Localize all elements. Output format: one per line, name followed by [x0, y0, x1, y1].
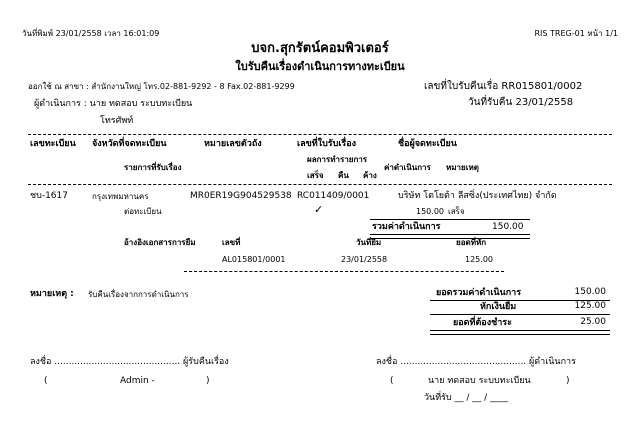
- sig-right-paren-close: ): [566, 376, 570, 386]
- sig-right-name: นาย ทดสอบ ระบบทะเบียน: [428, 376, 531, 386]
- cell-fee: 150.00: [416, 207, 444, 216]
- col-items-header: รายการที่รับเรื่อง: [124, 163, 182, 172]
- col-ref-header: เลขที่ใบรับเรื่อง: [297, 139, 357, 149]
- col-fee-header: ค่าดำเนินการ: [384, 163, 431, 172]
- fee-total-value: 150.00: [492, 222, 524, 232]
- cell-ref-no: RC011409/0001: [297, 191, 370, 201]
- loan-no-header: เลขที่: [222, 238, 241, 247]
- sig-left-paren-close: ): [206, 376, 210, 386]
- divider: [430, 330, 610, 335]
- summary-value: 25.00: [580, 317, 606, 327]
- cell-plate: ชบ-1617: [30, 191, 68, 201]
- divider: [184, 271, 504, 272]
- divider: [430, 314, 610, 315]
- divider: [370, 219, 530, 220]
- fee-total-label: รวมค่าดำเนินการ: [372, 222, 441, 232]
- doc-title: ใบรับคืนเรื่องดำเนินการทางทะเบียน: [235, 60, 405, 73]
- sig-right-paren-open: (: [390, 376, 394, 386]
- sig-left-name: Admin -: [120, 376, 155, 386]
- remark-text: รับคืนเรื่องจากการดำเนินการ: [88, 290, 189, 299]
- col-plate-header: เลขทะเบียน: [30, 139, 76, 149]
- loan-date-header: วันที่ยืม: [356, 238, 382, 247]
- cell-status: เสร็จ: [448, 207, 465, 216]
- cell-chassis: MR0ER19G904529538: [190, 191, 292, 201]
- divider: [28, 134, 612, 135]
- summary-label: หักเงินยืม: [480, 302, 517, 312]
- loan-amount-header: ยอดที่หัก: [456, 238, 487, 247]
- sig-left-line: ลงชื่อ ............................................ ผู้รับคืนเรื่อง: [30, 357, 229, 367]
- return-date: วันที่รับคืน 23/01/2558: [468, 97, 574, 108]
- cell-province: กรุงเทพมหานคร: [92, 192, 149, 201]
- loan-no: AL015801/0001: [222, 255, 286, 264]
- cell-owner: บริษัท โตโยต้า ลีสซิ่ง(ประเทศไทย) จำกัด: [398, 191, 557, 201]
- col-owner-header: ชื่อผู้จดทะเบียน: [398, 139, 457, 149]
- col-returned-header: คืน: [338, 171, 349, 180]
- col-remark-header: หมายเหตุ: [446, 163, 479, 172]
- sig-right-line: ลงชื่อ ............................................ ผู้ดำเนินการ: [376, 357, 576, 367]
- check-icon: ✓: [314, 203, 324, 216]
- divider: [28, 184, 612, 185]
- operator: ผู้ดำเนินการ : นาย ทดสอบ ระบบทะเบียน: [34, 99, 193, 109]
- col-province-header: จังหวัดที่จดทะเบียน: [92, 139, 167, 149]
- remark-label: หมายเหตุ :: [30, 289, 74, 299]
- sig-right-date: วันที่รับ __ / __ / ____: [424, 393, 509, 403]
- col-result-header: ผลการทำรายการ: [307, 155, 368, 164]
- print-info: วันที่พิมพ์ 23/01/2558 เวลา 16:01:09: [22, 29, 160, 38]
- issued-at: ออกใช้ ณ สาขา : สำนักงานใหญ่ โทร.02-881-9292 - 8 Fax.02-881-9299: [28, 82, 295, 91]
- cell-item: ต่อทะเบียน: [124, 207, 162, 216]
- phone-label: โทรศัพท์: [100, 116, 134, 126]
- loan-amount: 125.00: [465, 255, 493, 264]
- receipt-no: เลขที่ใบรับคืนเรื่อ RR015801/0002: [424, 81, 583, 92]
- col-pending-header: ค้าง: [363, 171, 377, 180]
- col-chassis-header: หมายเลขตัวถัง: [204, 139, 262, 149]
- summary-value: 150.00: [574, 287, 606, 297]
- loan-date: 23/01/2558: [341, 255, 388, 264]
- divider: [370, 234, 530, 239]
- summary-label: ยอดรวมค่าดำเนินการ: [436, 288, 522, 298]
- sig-left-paren-open: (: [44, 376, 48, 386]
- loan-ref-header: อ้างอิงเอกสารการยืม: [124, 238, 196, 247]
- summary-label: ยอดที่ต้องชำระ: [453, 318, 512, 328]
- page-info: RIS TREG-01 หน้า 1/1: [534, 29, 618, 38]
- company-name: บจก.สุกรัตน์คอมพิวเตอร์: [251, 41, 389, 56]
- col-done-header: เสร็จ: [307, 171, 324, 180]
- summary-value: 125.00: [574, 301, 606, 311]
